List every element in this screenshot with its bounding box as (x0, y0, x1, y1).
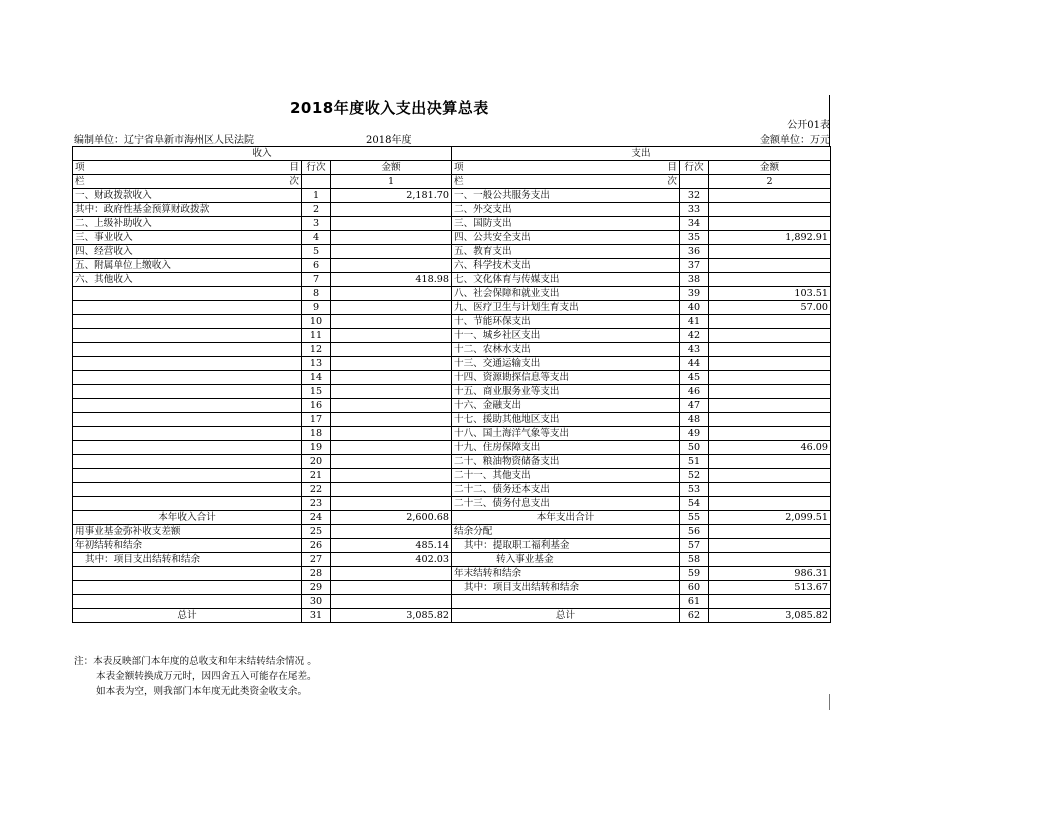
income-section-header: 收入 (73, 147, 452, 161)
table-row (73, 189, 831, 203)
column-header-row (73, 161, 831, 175)
fiscal-year: 2018年度 (366, 135, 412, 146)
expense-row-no-cell: 40 (680, 301, 709, 315)
expense-amount-cell (709, 469, 831, 483)
expense-amount-cell (709, 315, 831, 329)
expense-amount-cell (709, 189, 831, 203)
income-row-no-cell: 4 (302, 231, 331, 245)
income-amount-cell (331, 441, 452, 455)
expense-row-no-cell: 61 (680, 595, 709, 609)
expense-amount-cell: 57.00 (709, 301, 831, 315)
income-item-cell: 其中：项目支出结转和结余 (73, 553, 302, 567)
table-row (73, 203, 831, 217)
expense-item-cell: 四、公共安全支出 (452, 231, 680, 245)
expense-row-no-cell: 41 (680, 315, 709, 329)
income-expense-table (72, 146, 831, 623)
income-row-no-cell: 17 (302, 413, 331, 427)
expense-item-cell: 二十、粮油物资储备支出 (452, 455, 680, 469)
item-header-xiang: 项 (75, 162, 85, 173)
row-no-header: 行次 (302, 161, 331, 175)
income-amount-cell: 3,085.82 (331, 609, 452, 623)
income-row-no-cell: 21 (302, 469, 331, 483)
item-header-mu: 目 (289, 162, 299, 173)
column-label-ci: 次 (667, 176, 677, 187)
expense-row-no-cell: 54 (680, 497, 709, 511)
income-item-cell (73, 427, 302, 441)
income-item-cell (73, 455, 302, 469)
income-amount-cell: 418.98 (331, 273, 452, 287)
expense-amount-cell (709, 259, 831, 273)
income-item-cell (73, 581, 302, 595)
income-row-no-cell: 14 (302, 371, 331, 385)
income-item-cell: 四、经营收入 (73, 245, 302, 259)
expense-row-no-cell: 37 (680, 259, 709, 273)
income-item-cell: 本年收入合计 (73, 511, 302, 525)
income-row-no-cell: 13 (302, 357, 331, 371)
income-amount-cell (331, 343, 452, 357)
income-amount-cell (331, 525, 452, 539)
expense-amount-cell (709, 371, 831, 385)
table-row (73, 455, 831, 469)
table-row (73, 427, 831, 441)
expense-amount-cell (709, 539, 831, 553)
column-index: 1 (331, 175, 452, 189)
column-label-lan: 栏 (454, 176, 464, 187)
column-label-lan: 栏 (75, 176, 85, 187)
expense-item-cell: 十一、城乡社区支出 (452, 329, 680, 343)
expense-item-cell: 九、医疗卫生与计划生育支出 (452, 301, 680, 315)
expense-row-no-cell: 34 (680, 217, 709, 231)
table-row (73, 483, 831, 497)
table-row (73, 581, 831, 595)
income-item-cell (73, 343, 302, 357)
expense-item-cell: 十三、交通运输支出 (452, 357, 680, 371)
money-unit: 金额单位：万元 (760, 135, 830, 146)
table-row (73, 553, 831, 567)
expense-item-cell: 十四、资源勘探信息等支出 (452, 371, 680, 385)
income-row-no-cell: 9 (302, 301, 331, 315)
expense-amount-cell: 3,085.82 (709, 609, 831, 623)
expense-item-cell: 三、国防支出 (452, 217, 680, 231)
expense-amount-cell (709, 329, 831, 343)
table-row (73, 259, 831, 273)
income-row-no-cell: 27 (302, 553, 331, 567)
expense-item-cell: 十六、金融支出 (452, 399, 680, 413)
income-row-no-cell: 24 (302, 511, 331, 525)
table-row (73, 343, 831, 357)
expense-amount-cell (709, 427, 831, 441)
income-row-no-cell: 23 (302, 497, 331, 511)
income-row-no-cell: 11 (302, 329, 331, 343)
income-amount-cell (331, 217, 452, 231)
empty-cell (680, 175, 709, 189)
expense-item-cell: 总计 (452, 609, 680, 623)
expense-row-no-cell: 48 (680, 413, 709, 427)
income-row-no-cell: 29 (302, 581, 331, 595)
expense-row-no-cell: 43 (680, 343, 709, 357)
expense-row-no-cell: 44 (680, 357, 709, 371)
income-item-cell: 五、附属单位上缴收入 (73, 259, 302, 273)
expense-row-no-cell: 46 (680, 385, 709, 399)
expense-amount-cell: 46.09 (709, 441, 831, 455)
expense-amount-cell (709, 273, 831, 287)
income-item-cell (73, 315, 302, 329)
income-item-cell (73, 441, 302, 455)
income-row-no-cell: 12 (302, 343, 331, 357)
expense-row-no-cell: 45 (680, 371, 709, 385)
expense-item-cell: 十八、国土海洋气象等支出 (452, 427, 680, 441)
income-amount-cell (331, 245, 452, 259)
expense-amount-cell (709, 245, 831, 259)
table-row (73, 245, 831, 259)
expense-amount-cell (709, 595, 831, 609)
income-amount-cell (331, 357, 452, 371)
expense-row-no-cell: 51 (680, 455, 709, 469)
column-index: 2 (709, 175, 831, 189)
income-row-no-cell: 2 (302, 203, 331, 217)
income-item-cell: 六、其他收入 (73, 273, 302, 287)
expense-amount-cell: 513.67 (709, 581, 831, 595)
expense-amount-cell: 1,892.91 (709, 231, 831, 245)
table-row (73, 539, 831, 553)
income-amount-cell: 485.14 (331, 539, 452, 553)
table-row (73, 441, 831, 455)
expense-item-cell: 二、外交支出 (452, 203, 680, 217)
table-row (73, 399, 831, 413)
expense-amount-cell (709, 483, 831, 497)
income-row-no-cell: 20 (302, 455, 331, 469)
expense-row-no-cell: 60 (680, 581, 709, 595)
income-item-cell (73, 483, 302, 497)
column-label (73, 175, 302, 189)
income-item-cell (73, 371, 302, 385)
income-row-no-cell: 30 (302, 595, 331, 609)
item-header (452, 161, 680, 175)
income-row-no-cell: 31 (302, 609, 331, 623)
expense-item-cell: 一、一般公共服务支出 (452, 189, 680, 203)
income-item-cell (73, 385, 302, 399)
expense-row-no-cell: 52 (680, 469, 709, 483)
expense-row-no-cell: 50 (680, 441, 709, 455)
amount-header: 金额 (709, 161, 831, 175)
expense-item-cell: 其中：项目支出结转和结余 (452, 581, 680, 595)
income-amount-cell (331, 301, 452, 315)
table-row (73, 329, 831, 343)
expense-item-cell: 五、教育支出 (452, 245, 680, 259)
table-row (73, 301, 831, 315)
item-header-mu: 目 (667, 162, 677, 173)
income-row-no-cell: 26 (302, 539, 331, 553)
item-header (73, 161, 302, 175)
expense-item-cell: 本年支出合计 (452, 511, 680, 525)
table-row (73, 567, 831, 581)
income-item-cell: 总计 (73, 609, 302, 623)
expense-amount-cell (709, 497, 831, 511)
expense-item-cell: 年末结转和结余 (452, 567, 680, 581)
income-amount-cell: 2,600.68 (331, 511, 452, 525)
income-item-cell: 用事业基金弥补收支差额 (73, 525, 302, 539)
expense-amount-cell (709, 399, 831, 413)
table-row (73, 357, 831, 371)
income-row-no-cell: 8 (302, 287, 331, 301)
income-row-no-cell: 22 (302, 483, 331, 497)
table-row (73, 231, 831, 245)
expense-amount-cell (709, 217, 831, 231)
income-amount-cell (331, 329, 452, 343)
income-item-cell (73, 399, 302, 413)
expense-row-no-cell: 53 (680, 483, 709, 497)
expense-row-no-cell: 57 (680, 539, 709, 553)
expense-item-cell: 十七、援助其他地区支出 (452, 413, 680, 427)
footnote: 本表金额转换成万元时，因四舍五入可能存在尾差。 (96, 671, 317, 682)
income-item-cell: 一、财政拨款收入 (73, 189, 302, 203)
expense-item-cell: 十九、住房保障支出 (452, 441, 680, 455)
compiling-unit: 编制单位：辽宁省阜新市海州区人民法院 (74, 135, 254, 146)
table-row (73, 273, 831, 287)
expense-amount-cell: 2,099.51 (709, 511, 831, 525)
expense-item-cell (452, 595, 680, 609)
expense-row-no-cell: 62 (680, 609, 709, 623)
income-amount-cell: 402.03 (331, 553, 452, 567)
amount-header: 金额 (331, 161, 452, 175)
expense-amount-cell (709, 413, 831, 427)
expense-row-no-cell: 42 (680, 329, 709, 343)
expense-item-cell: 其中：提取职工福利基金 (452, 539, 680, 553)
expense-amount-cell (709, 455, 831, 469)
income-row-no-cell: 15 (302, 385, 331, 399)
table-row (73, 497, 831, 511)
income-amount-cell (331, 595, 452, 609)
expense-row-no-cell: 58 (680, 553, 709, 567)
income-amount-cell (331, 413, 452, 427)
expense-amount-cell: 986.31 (709, 567, 831, 581)
income-amount-cell (331, 203, 452, 217)
income-item-cell (73, 329, 302, 343)
table-row (73, 385, 831, 399)
income-item-cell (73, 567, 302, 581)
table-row (73, 469, 831, 483)
income-item-cell (73, 287, 302, 301)
expense-item-cell: 十、节能环保支出 (452, 315, 680, 329)
table-row (73, 609, 831, 623)
expense-row-no-cell: 33 (680, 203, 709, 217)
expense-item-cell: 十五、商业服务业等支出 (452, 385, 680, 399)
table-row (73, 595, 831, 609)
income-item-cell: 其中：政府性基金预算财政拨款 (73, 203, 302, 217)
footnotes (74, 654, 317, 699)
income-amount-cell (331, 399, 452, 413)
expense-amount-cell (709, 343, 831, 357)
income-amount-cell (331, 385, 452, 399)
income-amount-cell (331, 455, 452, 469)
expense-row-no-cell: 36 (680, 245, 709, 259)
table-row (73, 511, 831, 525)
income-amount-cell (331, 259, 452, 273)
expense-item-cell: 二十三、债务付息支出 (452, 497, 680, 511)
income-item-cell: 年初结转和结余 (73, 539, 302, 553)
meta-row (72, 131, 830, 145)
income-item-cell: 二、上级补助收入 (73, 217, 302, 231)
income-amount-cell (331, 315, 452, 329)
expense-row-no-cell: 39 (680, 287, 709, 301)
income-amount-cell: 2,181.70 (331, 189, 452, 203)
section-header-row (73, 147, 831, 161)
column-label-ci: 次 (289, 176, 299, 187)
income-amount-cell (331, 287, 452, 301)
income-item-cell (73, 413, 302, 427)
expense-amount-cell: 103.51 (709, 287, 831, 301)
income-row-no-cell: 6 (302, 259, 331, 273)
expense-item-cell: 十二、农林水支出 (452, 343, 680, 357)
income-amount-cell (331, 427, 452, 441)
expense-row-no-cell: 56 (680, 525, 709, 539)
expense-amount-cell (709, 525, 831, 539)
income-item-cell (73, 497, 302, 511)
income-row-no-cell: 16 (302, 399, 331, 413)
income-amount-cell (331, 581, 452, 595)
expense-row-no-cell: 35 (680, 231, 709, 245)
income-row-no-cell: 10 (302, 315, 331, 329)
expense-item-cell: 二十二、债务还本支出 (452, 483, 680, 497)
table-row (73, 217, 831, 231)
expense-amount-cell (709, 203, 831, 217)
table-row (73, 413, 831, 427)
income-row-no-cell: 28 (302, 567, 331, 581)
income-amount-cell (331, 469, 452, 483)
row-no-header: 行次 (680, 161, 709, 175)
income-row-no-cell: 5 (302, 245, 331, 259)
income-row-no-cell: 7 (302, 273, 331, 287)
expense-amount-cell (709, 357, 831, 371)
table-row (73, 525, 831, 539)
column-label (452, 175, 680, 189)
form-number: 公开01表 (787, 120, 830, 131)
expense-item-cell: 二十一、其他支出 (452, 469, 680, 483)
expense-item-cell: 八、社会保障和就业支出 (452, 287, 680, 301)
income-row-no-cell: 1 (302, 189, 331, 203)
income-item-cell: 三、事业收入 (73, 231, 302, 245)
income-row-no-cell: 3 (302, 217, 331, 231)
footnote: 如本表为空，则我部门本年度无此类资金收支余。 (96, 686, 308, 697)
expense-row-no-cell: 55 (680, 511, 709, 525)
table-row (73, 287, 831, 301)
expense-row-no-cell: 32 (680, 189, 709, 203)
expense-row-no-cell: 38 (680, 273, 709, 287)
income-row-no-cell: 19 (302, 441, 331, 455)
table-row (73, 315, 831, 329)
expense-item-cell: 结余分配 (452, 525, 680, 539)
expense-amount-cell (709, 385, 831, 399)
expense-item-cell: 七、文化体育与传媒支出 (452, 273, 680, 287)
item-header-xiang: 项 (454, 162, 464, 173)
expense-item-cell: 转入事业基金 (452, 553, 680, 567)
footnote: 注：本表反映部门本年度的总收支和年末结转结余情况 。 (74, 656, 317, 667)
table-title: 2018年度收入支出决算总表 (290, 99, 489, 117)
expense-section-header: 支出 (452, 147, 831, 161)
expense-item-cell: 六、科学技术支出 (452, 259, 680, 273)
expense-row-no-cell: 47 (680, 399, 709, 413)
income-item-cell (73, 301, 302, 315)
income-item-cell (73, 595, 302, 609)
income-item-cell (73, 357, 302, 371)
expense-row-no-cell: 49 (680, 427, 709, 441)
expense-amount-cell (709, 553, 831, 567)
empty-cell (302, 175, 331, 189)
income-amount-cell (331, 497, 452, 511)
income-item-cell (73, 469, 302, 483)
expense-row-no-cell: 59 (680, 567, 709, 581)
income-amount-cell (331, 567, 452, 581)
income-row-no-cell: 18 (302, 427, 331, 441)
income-row-no-cell: 25 (302, 525, 331, 539)
income-amount-cell (331, 371, 452, 385)
page-border-line (829, 694, 830, 710)
table-row (73, 371, 831, 385)
income-amount-cell (331, 483, 452, 497)
column-index-row (73, 175, 831, 189)
income-amount-cell (331, 231, 452, 245)
